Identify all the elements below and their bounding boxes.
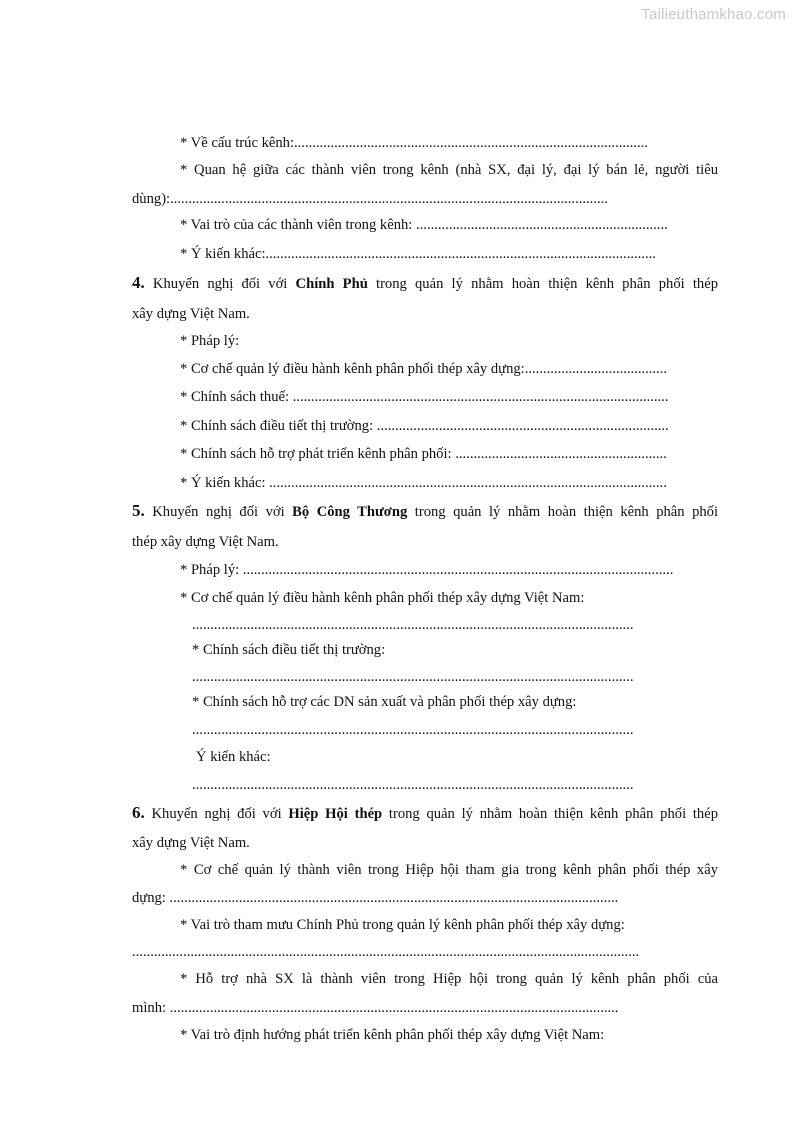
line-support-policy-5: * Chính sách hỗ trợ các DN sản xuất và phân phối thép xây dựng: [192,694,577,710]
line-advisory-role-6: * Vai trò tham mưu Chính Phủ trong quản lý kênh phân phối thép xây dựng: [180,917,625,933]
line-member-roles: * Vai trò của các thành viên trong kênh: ..................................................................... [180,217,668,233]
line-legal-4: * Pháp lý: [180,333,240,349]
line-blank-5d: ......................................................................................................................... [192,777,634,793]
line-member-relations: * Quan hệ giữa các thành viên trong kênh (nhà SX, đại lý, đại lý bán lẻ, người tiêu [180,162,718,178]
line-producer-support-6-cont: mình: ........................................................................................................................... [132,1000,619,1016]
line-other-opinion-4: * Ý kiến khác: ............................................................................................................. [180,475,667,491]
line-blank-6a: ........................................................................................................................................... [132,944,640,960]
watermark: Tailieuthamkhao.com [641,6,786,23]
line-management-mechanism-5: * Cơ chế quản lý điều hành kênh phân phối thép xây dựng Việt Nam: [180,590,585,606]
line-orientation-role-6: * Vai trò định hướng phát triển kênh phân phối thép xây dựng Việt Nam: [180,1027,605,1043]
section-6-subject: Hiệp Hội thép [288,806,383,822]
section-4-number: 4. [132,273,145,292]
line-market-regulation-5: * Chính sách điều tiết thị trường: [192,642,386,658]
section-6-number: 6. [132,803,145,822]
section-4-heading: 4. Khuyến nghị đối với Chính Phủ trong quản lý nhằm hoàn thiện kênh phân phối thép [132,273,718,292]
line-member-relations-cont: dùng):........................................................................................................................ [132,191,608,207]
section-5-subject: Bộ Công Thương [292,504,408,520]
section-4-subject: Chính Phủ [295,276,368,292]
line-channel-structure: * Về cấu trúc kênh:................................................................................................. [180,135,648,151]
line-legal-5: * Pháp lý: ...................................................................................................................... [180,562,674,578]
line-producer-support-6: * Hỗ trợ nhà SX là thành viên trong Hiệp hội trong quản lý kênh phân phối của [180,971,718,987]
line-member-mechanism-6: * Cơ chế quản lý thành viên trong Hiệp hội tham gia trong kênh phân phối thép xây [180,862,718,878]
line-blank-5c: ......................................................................................................................... [192,722,634,738]
line-other-opinion-1: * Ý kiến khác:........................................................................................................... [180,246,656,262]
line-blank-5b: ......................................................................................................................... [192,669,634,685]
line-tax-policy: * Chính sách thuế: ....................................................................................................... [180,389,669,405]
section-6-heading-cont: xây dựng Việt Nam. [132,835,250,851]
line-member-mechanism-6-cont: dựng: ........................................................................................................................... [132,890,619,906]
section-4-heading-cont: xây dựng Việt Nam. [132,306,250,322]
line-market-regulation-4: * Chính sách điều tiết thị trường: ................................................................................ [180,418,669,434]
line-blank-5a: ......................................................................................................................... [192,617,634,633]
line-support-policy-4: * Chính sách hỗ trợ phát triển kênh phân phối: .......................................................... [180,446,667,462]
line-management-mechanism-4: * Cơ chế quản lý điều hành kênh phân phối thép xây dựng:....................................... [180,361,668,377]
line-other-opinion-5: Ý kiến khác: [196,749,271,765]
section-5-number: 5. [132,501,145,520]
section-5-heading-cont: thép xây dựng Việt Nam. [132,534,279,550]
section-6-heading: 6. Khuyến nghị đối với Hiệp Hội thép trong quản lý nhằm hoàn thiện kênh phân phối thép [132,803,718,822]
section-5-heading: 5. Khuyến nghị đối với Bộ Công Thương trong quản lý nhằm hoàn thiện kênh phân phối [132,501,718,520]
